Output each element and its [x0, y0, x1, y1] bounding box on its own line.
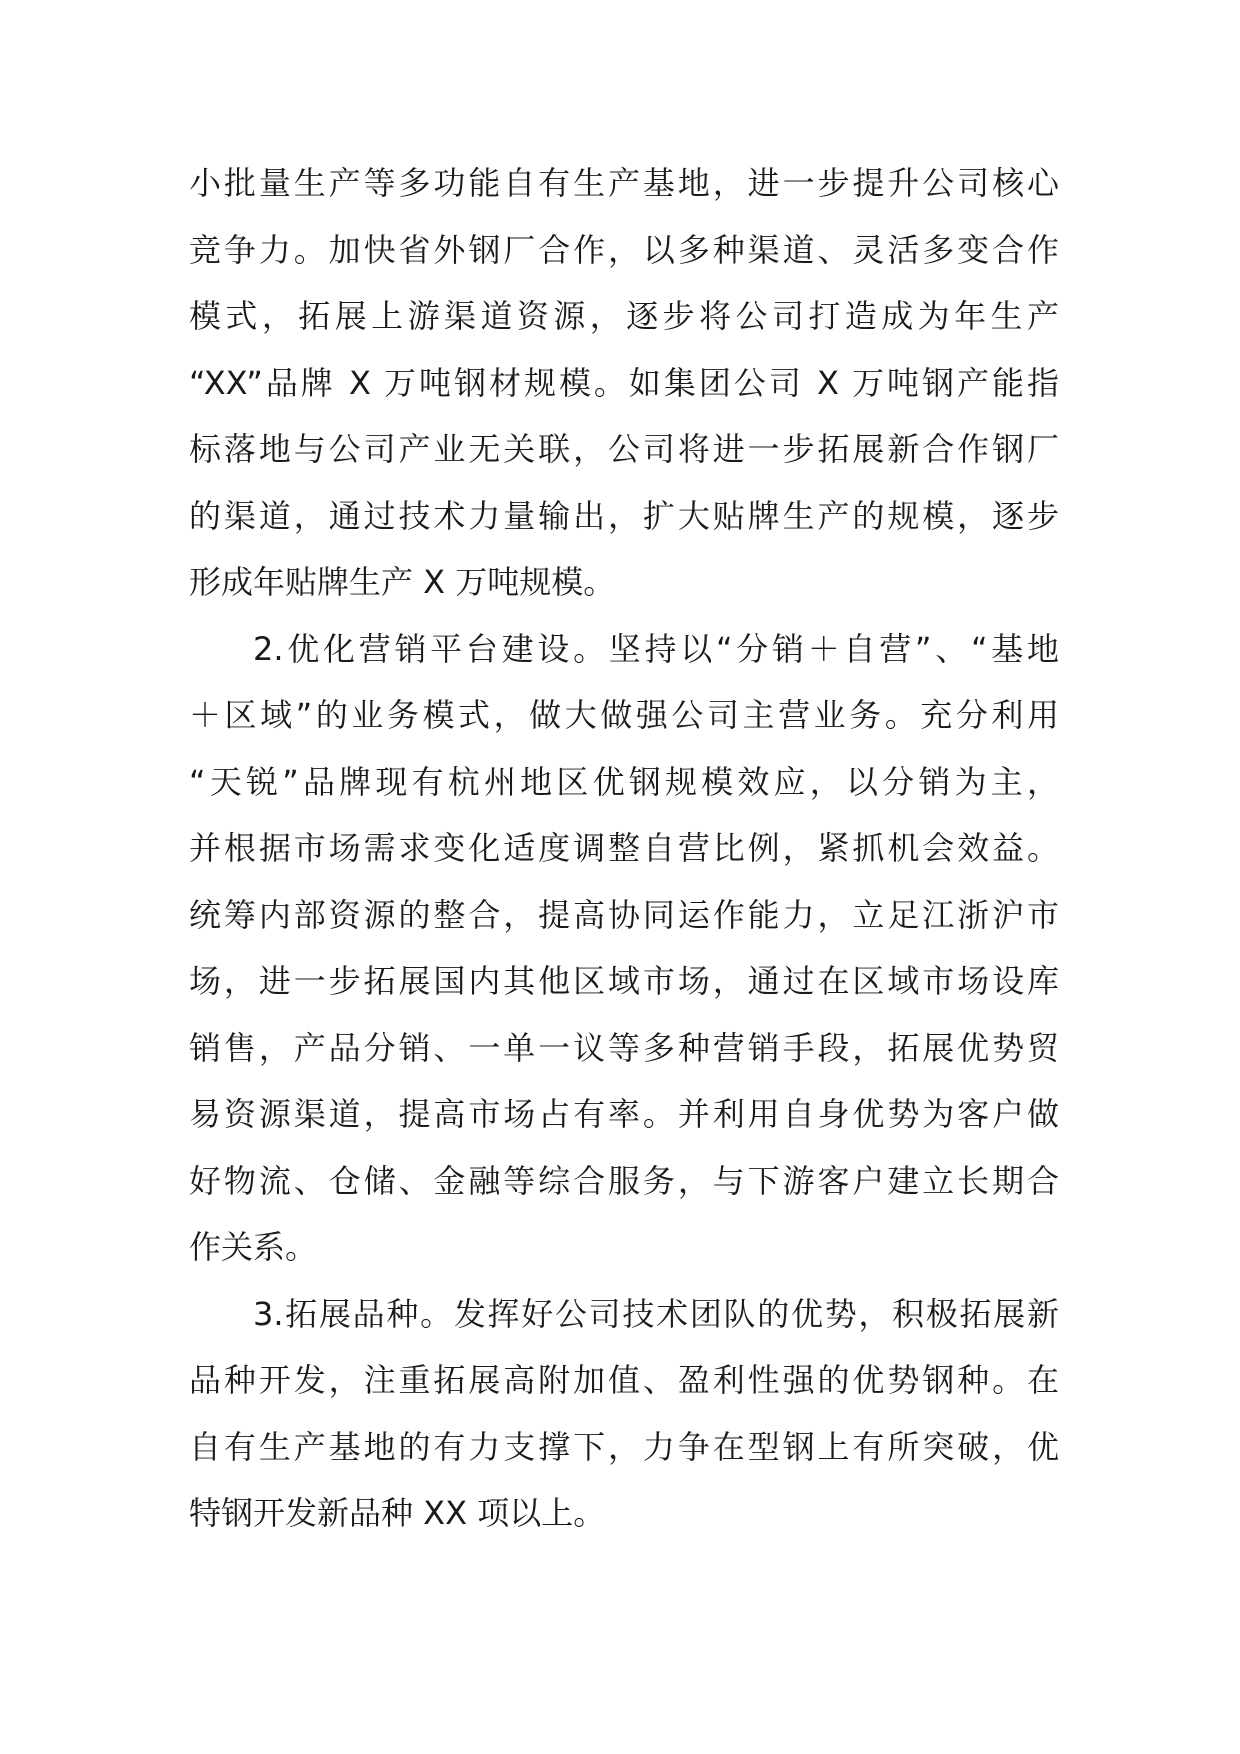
text-line: “XX”品牌 X 万吨钢材规模。如集团公司 X 万吨钢产能指	[189, 363, 1059, 402]
text-line: 形成年贴牌生产 X 万吨规模。	[189, 563, 616, 601]
text-line: “天锐”品牌现有杭州地区优钢规模效应，以分销为主，	[189, 762, 1059, 801]
text-line: 并根据市场需求变化适度调整自营比例，紧抓机会效益。	[189, 829, 1059, 867]
paragraph-1	[189, 150, 1059, 616]
text-line: 自有生产基地的有力支撑下，力争在型钢上有所突破，优	[189, 1427, 1059, 1466]
text-line: 易资源渠道，提高市场占有率。并利用自身优势为客户做	[189, 1095, 1059, 1133]
text-line: 好物流、仓储、金融等综合服务，与下游客户建立长期合	[189, 1161, 1059, 1200]
text-line: 场，进一步拓展国内其他区域市场，通过在区域市场设库	[189, 962, 1059, 1000]
text-line: 2.优化营销平台建设。坚持以“分销＋自营”、“基地	[253, 629, 1059, 668]
text-line: 小批量生产等多功能自有生产基地，进一步提升公司核心	[189, 164, 1059, 202]
text-line: ＋区域”的业务模式，做大做强公司主营业务。充分利用	[189, 696, 1059, 734]
text-line: 模式，拓展上游渠道资源，逐步将公司打造成为年生产	[189, 297, 1059, 335]
text-line: 标落地与公司产业无关联，公司将进一步拓展新合作钢厂	[189, 430, 1059, 468]
text-line: 品种开发，注重拓展高附加值、盈利性强的优势钢种。在	[189, 1361, 1059, 1399]
text-line: 销售，产品分销、一单一议等多种营销手段，拓展优势贸	[189, 1028, 1059, 1067]
text-line: 竞争力。加快省外钢厂合作，以多种渠道、灵活多变合作	[189, 230, 1059, 269]
text-line: 统筹内部资源的整合，提高协同运作能力，立足江浙沪市	[189, 895, 1059, 934]
paragraph-2	[189, 616, 1059, 1281]
text-line: 特钢开发新品种 XX 项以上。	[189, 1494, 606, 1532]
paragraph-3	[189, 1281, 1059, 1547]
text-line: 作关系。	[189, 1228, 318, 1266]
text-line: 的渠道，通过技术力量输出，扩大贴牌生产的规模，逐步	[189, 496, 1059, 535]
text-line: 3.拓展品种。发挥好公司技术团队的优势，积极拓展新	[253, 1294, 1059, 1333]
document-body	[189, 150, 1059, 1547]
